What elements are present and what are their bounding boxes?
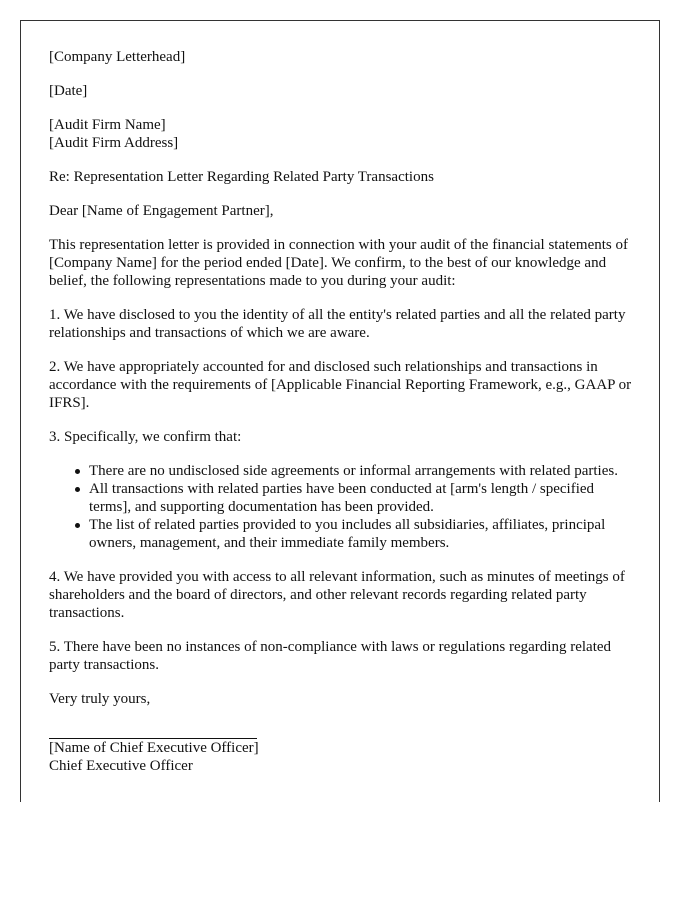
audit-firm-address: [Audit Firm Address]	[49, 135, 179, 151]
representation-5: 5. There have been no instances of non-compliance with laws or regulations regarding related party transactions.	[49, 639, 612, 673]
company-letterhead: [Company Letterhead]	[49, 49, 186, 65]
representation-2: 2. We have appropriately accounted for and disclosed such relationships and transactions in accordance with the requirements of [Applicable Financial Reporting Framework, e.g., GAAP or IFRS].	[49, 359, 632, 411]
salutation: Dear [Name of Engagement Partner],	[49, 203, 274, 219]
signatory-name: [Name of Chief Executive Officer]	[49, 740, 259, 756]
list-item: There are no undisclosed side agreements or informal arrangements with related parties.	[89, 462, 639, 480]
subject-line: Re: Representation Letter Regarding Related Party Transactions	[49, 169, 434, 185]
letter-body	[49, 48, 639, 775]
recipient-block	[49, 116, 639, 152]
audit-firm-name: [Audit Firm Name]	[49, 117, 166, 133]
representation-1: 1. We have disclosed to you the identity of all the entity's related parties and all the related party relationships and transactions of which we are aware.	[49, 307, 626, 341]
signatory-block	[49, 739, 639, 775]
list-item: The list of related parties provided to you includes all subsidiaries, affiliates, principal owners, management, and their immediate family members.	[89, 516, 639, 552]
closing: Very truly yours,	[49, 691, 151, 707]
representation-3: 3. Specifically, we confirm that:	[49, 429, 242, 445]
letter-page	[20, 20, 660, 802]
list-item: All transactions with related parties have been conducted at [arm's length / specified terms], and supporting documentation has been provided.	[89, 480, 639, 516]
representation-4: 4. We have provided you with access to all relevant information, such as minutes of meetings of shareholders and the board of directors, and other relevant records regarding related party transactions.	[49, 569, 625, 621]
signatory-title: Chief Executive Officer	[49, 758, 193, 774]
letter-date: [Date]	[49, 83, 88, 99]
confirmation-list	[49, 462, 639, 552]
intro-paragraph: This representation letter is provided in connection with your audit of the financial statements of [Company Name] for the period ended [Date]. We confirm, to the best of our knowledge and belief, the following representations made to you during your audit:	[49, 237, 629, 289]
